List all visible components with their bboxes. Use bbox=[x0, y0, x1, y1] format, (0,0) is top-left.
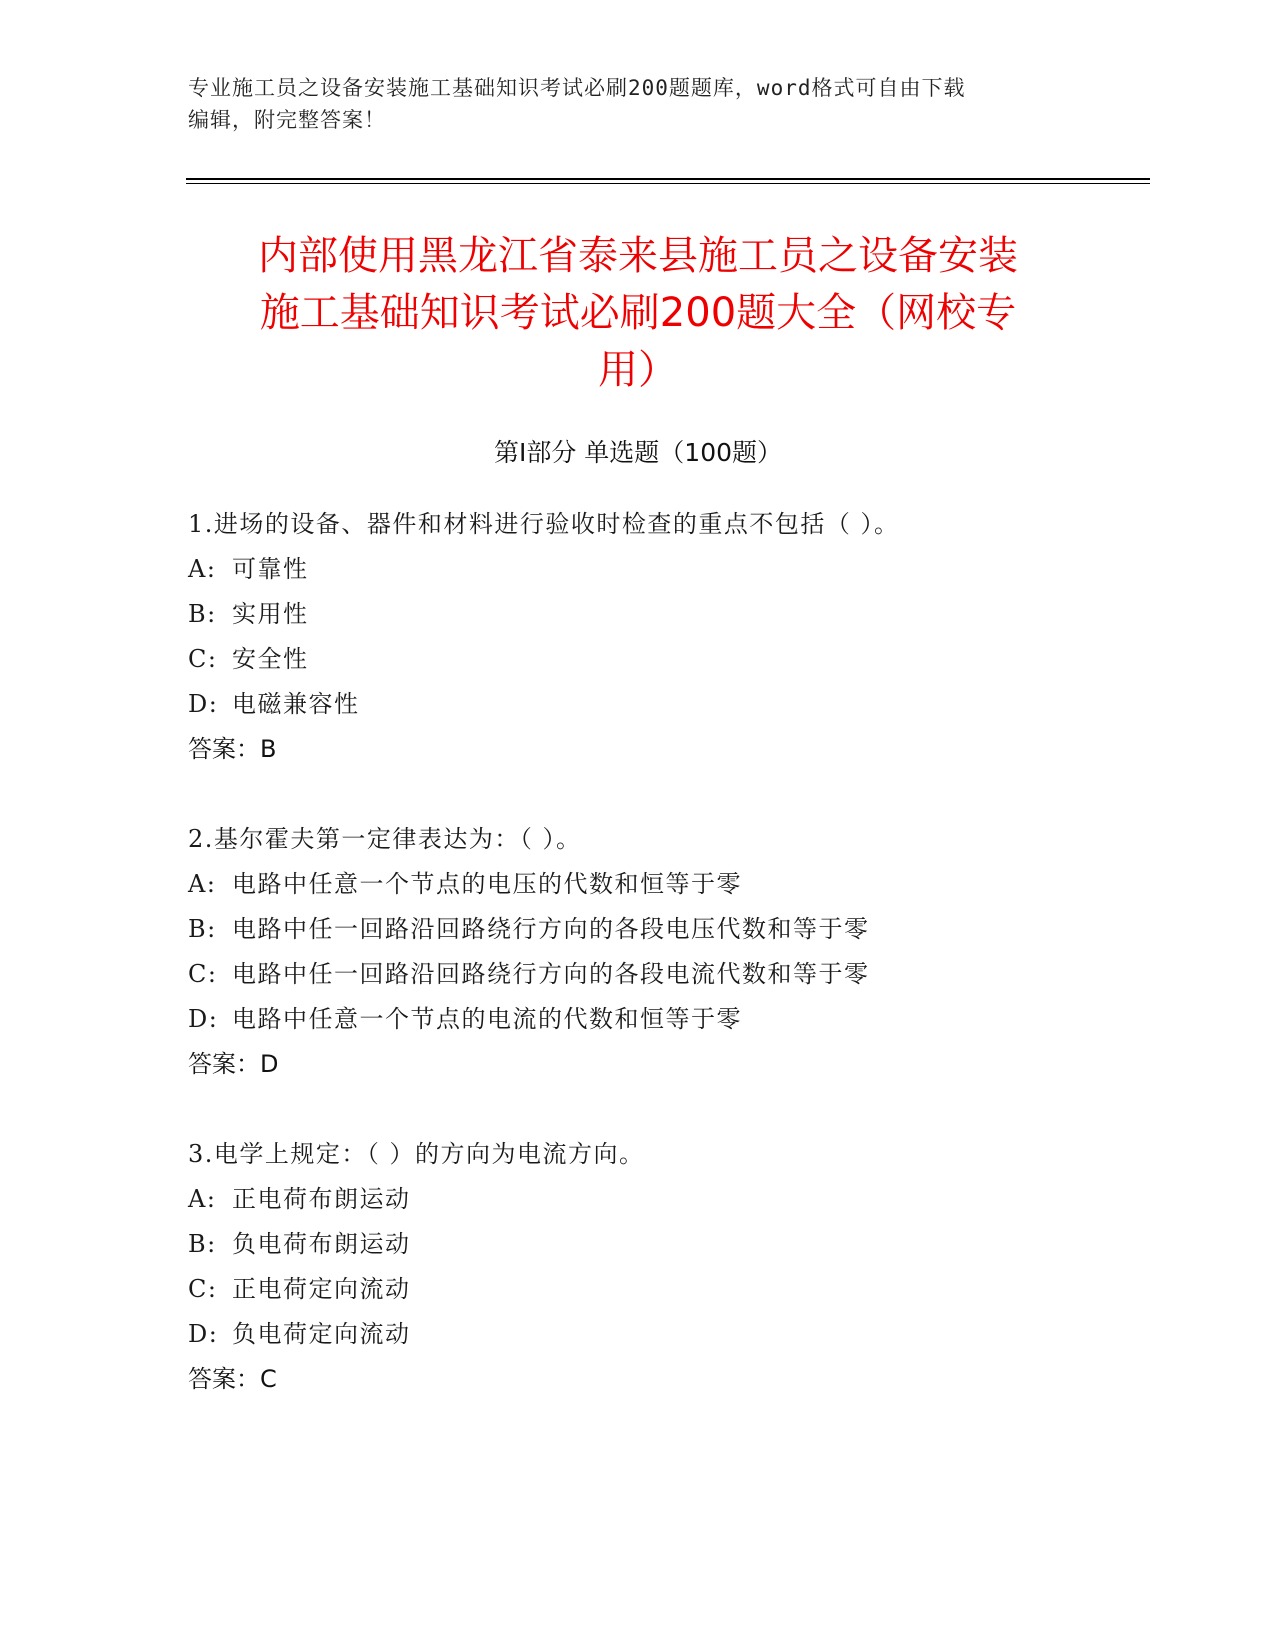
option-text: 电路中任一回路沿回路绕行方向的各段电流代数和等于零 bbox=[232, 960, 870, 988]
option-key: C: bbox=[188, 960, 218, 988]
option-text: 正电荷布朗运动 bbox=[232, 1185, 411, 1213]
option-text: 安全性 bbox=[232, 645, 309, 673]
option-d bbox=[188, 682, 1188, 727]
option-text: 可靠性 bbox=[232, 555, 309, 583]
option-key: B: bbox=[188, 1230, 217, 1258]
option-b bbox=[188, 1222, 1188, 1267]
answer-line: 答案：D bbox=[188, 1050, 279, 1078]
option-key: D: bbox=[188, 690, 219, 718]
option-key: B: bbox=[188, 915, 217, 943]
question-stem: 1.进场的设备、器件和材料进行验收时检查的重点不包括（ ）。 bbox=[188, 510, 900, 538]
option-key: C: bbox=[188, 645, 218, 673]
header-note-line-1: 专业施工员之设备安装施工基础知识考试必刷200题题库，word格式可自由下载 bbox=[188, 76, 966, 100]
option-c bbox=[188, 952, 1188, 997]
option-b bbox=[188, 592, 1188, 637]
question-3 bbox=[188, 1132, 1188, 1402]
option-key: D: bbox=[188, 1320, 219, 1348]
option-text: 负电荷定向流动 bbox=[232, 1320, 411, 1348]
option-key: A: bbox=[188, 1185, 217, 1213]
option-a bbox=[188, 547, 1188, 592]
section-heading: 第Ⅰ部分 单选题（100题） bbox=[493, 438, 783, 467]
option-key: B: bbox=[188, 600, 217, 628]
answer-line: 答案：B bbox=[188, 735, 277, 763]
option-c bbox=[188, 637, 1188, 682]
question-stem: 2.基尔霍夫第一定律表达为：（ ）。 bbox=[188, 825, 582, 853]
option-b bbox=[188, 907, 1188, 952]
header-note-line-2: 编辑，附完整答案！ bbox=[188, 108, 386, 132]
option-text: 电路中任一回路沿回路绕行方向的各段电压代数和等于零 bbox=[232, 915, 870, 943]
option-text: 电路中任意一个节点的电流的代数和恒等于零 bbox=[232, 1005, 742, 1033]
option-text: 电磁兼容性 bbox=[232, 690, 360, 718]
option-a bbox=[188, 1177, 1188, 1222]
option-key: D: bbox=[188, 1005, 219, 1033]
document-title bbox=[186, 228, 1090, 399]
option-text: 负电荷布朗运动 bbox=[232, 1230, 411, 1258]
document-title-line-2: 施工基础知识考试必刷200题大全（网校专 bbox=[259, 290, 1017, 336]
document-title-line-3: 用） bbox=[598, 347, 678, 393]
option-key: C: bbox=[188, 1275, 218, 1303]
header-divider-thick bbox=[186, 178, 1150, 180]
question-stem: 3.电学上规定：（ ）的方向为电流方向。 bbox=[188, 1140, 645, 1168]
question-2 bbox=[188, 817, 1188, 1087]
question-1 bbox=[188, 502, 1188, 772]
option-key: A: bbox=[188, 870, 217, 898]
header-note bbox=[188, 72, 1088, 136]
option-c bbox=[188, 1267, 1188, 1312]
option-text: 实用性 bbox=[232, 600, 309, 628]
option-d bbox=[188, 1312, 1188, 1357]
document-title-line-1: 内部使用黑龙江省泰来县施工员之设备安装 bbox=[258, 233, 1018, 279]
header-divider-thin bbox=[186, 183, 1150, 184]
option-a bbox=[188, 862, 1188, 907]
option-text: 正电荷定向流动 bbox=[232, 1275, 411, 1303]
option-text: 电路中任意一个节点的电压的代数和恒等于零 bbox=[232, 870, 742, 898]
answer-line: 答案：C bbox=[188, 1365, 277, 1393]
option-d bbox=[188, 997, 1188, 1042]
option-key: A: bbox=[188, 555, 217, 583]
